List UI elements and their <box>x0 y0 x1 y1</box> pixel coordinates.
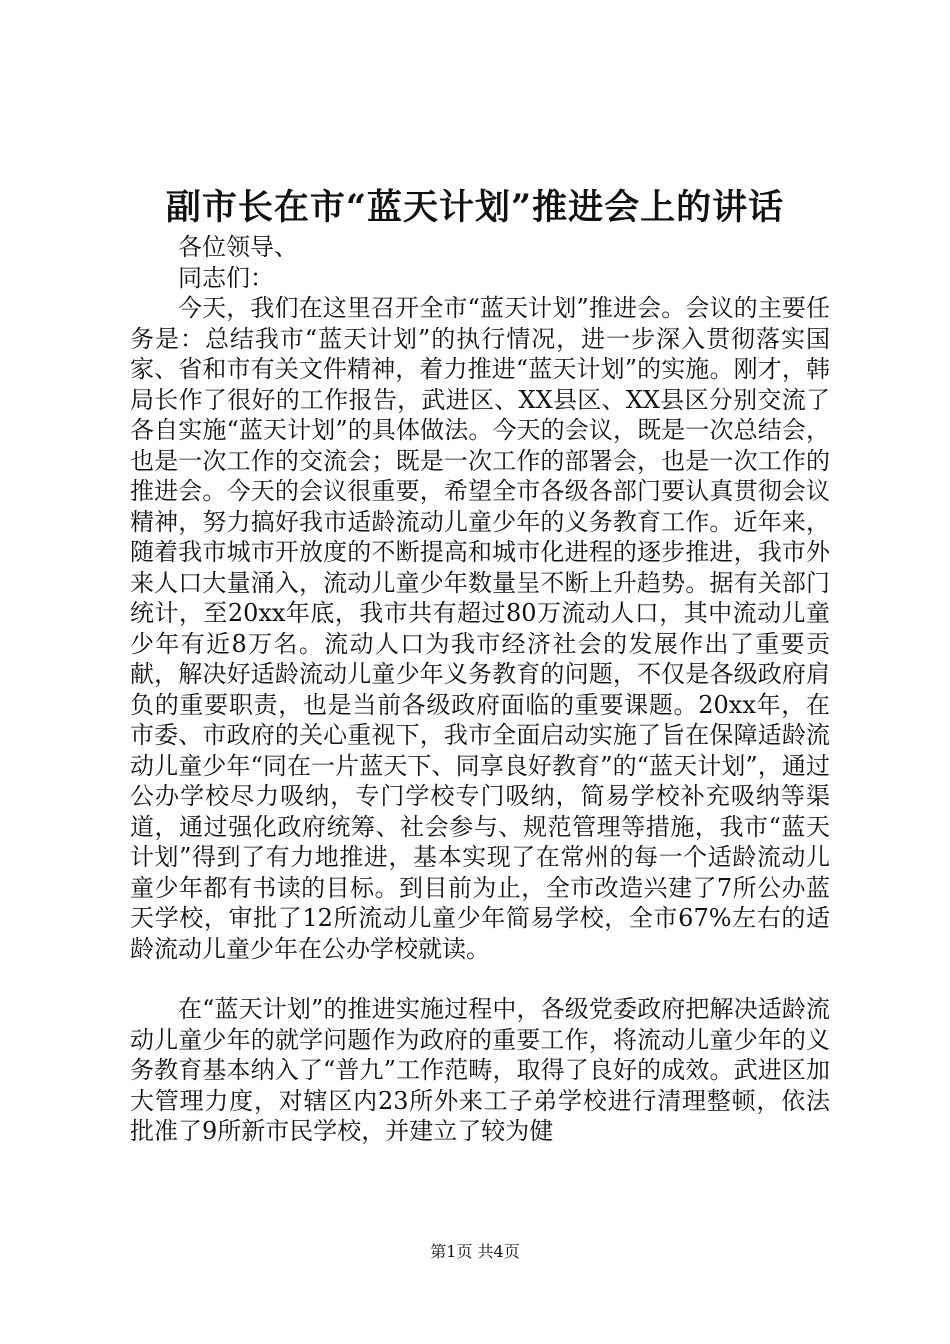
document-title: 副市长在市“蓝天计划”推进会上的讲话 <box>165 187 785 228</box>
page-footer: 第1页 共4页 <box>430 1242 520 1261</box>
paragraph-1: 今天，我们在这里召开全市“蓝天计划”推进会。会议的主要任务是：总结我市“蓝天计划”的执行情况，进一步深入贯彻落实国家、省和市有关文件精神，着力推进“蓝天计划”的实施。刚才，韩局长作了很好的工作报告，武进区、XX县区、XX县区分别交流了各自实施“蓝天计划”的具体做法。今天的会议，既是一次总结会，也是一次工作的交流会；既是一次工作的部署会，也是一次工作的推进会。今天的会议很重要，希望全市各级各部门要认真贯彻会议精神，努力搞好我市适龄流动儿童少年的义务教育工作。近年来，随着我市城市开放度的不断提高和城市化进程的逐步推进，我市外来人口大量涌入，流动儿童少年数量呈不断上升趋势。据有关部门统计，至20xx年底，我市共有超过80万流动人口，其中流动儿童少年有近8万名。流动人口为我市经济社会的发展作出了重要贡献，解决好适龄流动儿童少年义务教育的问题，不仅是各级政府肩负的重要职责，也是当前各级政府面临的重要课题。20xx年，在市委、市政府的关心重视下，我市全面启动实施了旨在保障适龄流动儿童少年“同在一片蓝天下、同享良好教育”的“蓝天计划”，通过公办学校尽力吸纳，专门学校专门吸纳，简易学校补充吸纳等渠道，通过强化政府统筹、社会参与、规范管理等措施，我市“蓝天计划”得到了有力地推进，基本实现了在常州的每一个适龄流动儿童少年都有书读的目标。到目前为止，全市改造兴建了7所公办蓝天学校，审批了12所流动儿童少年简易学校，全市67%左右的适龄流动儿童少年在公办学校就读。 <box>130 294 830 963</box>
salutation-leaders: 各位领导、 <box>178 233 298 261</box>
document-body <box>130 232 830 1147</box>
salutation-comrades: 同志们： <box>178 263 274 292</box>
paragraph-2: 在“蓝天计划”的推进实施过程中，各级党委政府把解决适龄流动儿童少年的就学问题作为政府的重要工作，将流动儿童少年的义务教育基本纳入了“普九”工作范畴，取得了良好的成效。武进区加大管理力度，对辖区内23所外来工子弟学校进行清理整顿，依法批准了9所新市民学校，并建立了较为健 <box>130 995 830 1145</box>
